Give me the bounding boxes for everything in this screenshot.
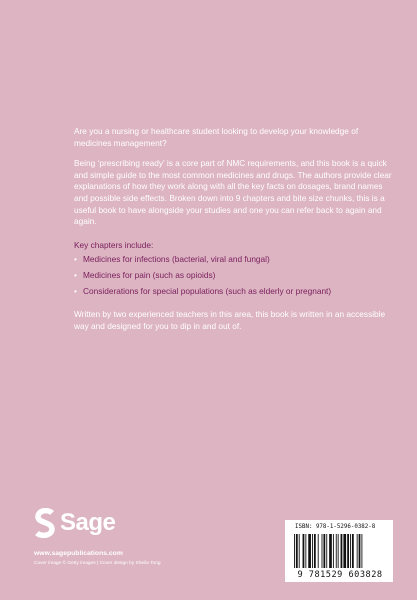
barcode-bar bbox=[361, 534, 362, 568]
barcode-bar bbox=[333, 534, 334, 568]
chapter-label: Medicines for pain (such as opioids) bbox=[83, 269, 216, 280]
chapter-list bbox=[74, 254, 396, 297]
barcode-bar bbox=[294, 534, 295, 568]
barcode-bar bbox=[359, 534, 361, 568]
blurb-body: Being ‘prescribing ready’ is a core part of NMC requirements, and this book is a quick and simple guide to the most common medicines and drugs. The authors provide clear explanations of how they work along with all the key facts on dosages, brand names and possible side effects. Broken down into 9 chapters and bite size chunks, this is a useful book to have alongside your studies and one you can refer back to again and again. bbox=[74, 158, 392, 227]
sage-s-logo-icon bbox=[34, 508, 56, 538]
bullet-icon: • bbox=[74, 269, 77, 280]
barcode-bar bbox=[336, 534, 337, 568]
barcode-bar bbox=[296, 534, 298, 568]
barcode bbox=[293, 534, 385, 570]
barcode-bar bbox=[341, 534, 343, 568]
publisher-website[interactable]: www.sagepublications.com bbox=[34, 550, 123, 557]
barcode-bar bbox=[329, 534, 332, 568]
barcode-box bbox=[285, 520, 393, 582]
barcode-bar bbox=[357, 534, 358, 568]
barcode-bar bbox=[299, 534, 300, 568]
blurb bbox=[74, 126, 396, 341]
chapters-heading: Key chapters include: bbox=[74, 239, 154, 250]
barcode-bar bbox=[303, 534, 305, 568]
barcode-bar bbox=[312, 534, 313, 568]
barcode-bar bbox=[308, 534, 311, 568]
barcode-number: 9 781529 603828 bbox=[297, 570, 383, 580]
chapter-label: Considerations for special populations (such as elderly or pregnant) bbox=[83, 285, 332, 296]
list-item bbox=[74, 254, 396, 266]
barcode-bar bbox=[318, 534, 319, 568]
barcode-bar bbox=[343, 534, 346, 568]
barcode-bar bbox=[338, 534, 339, 568]
barcode-bar bbox=[347, 534, 349, 568]
barcode-bar bbox=[323, 534, 325, 568]
blurb-closing: Written by two experienced teachers in this area, this book is written in an accessible way and designed for you to dip in and out of. bbox=[74, 309, 386, 331]
blurb-intro: Are you a nursing or healthcare student looking to develop your knowledge of medicines management? bbox=[74, 126, 359, 148]
cover-credits: Cover image © Getty images | Cover design by Sheila Tong bbox=[34, 561, 161, 566]
barcode-bar bbox=[350, 534, 351, 568]
barcode-bar bbox=[352, 534, 354, 568]
barcode-bar bbox=[326, 534, 327, 568]
list-item bbox=[74, 286, 396, 298]
bullet-icon: • bbox=[74, 285, 77, 296]
list-item bbox=[74, 270, 396, 282]
publisher-footer bbox=[34, 508, 161, 566]
bullet-icon: • bbox=[74, 254, 77, 265]
isbn-label: ISBN: 978-1-5296-0382-8 bbox=[295, 524, 376, 530]
barcode-bar bbox=[305, 534, 306, 568]
barcode-bar bbox=[322, 534, 323, 568]
publisher-name: Sage bbox=[60, 509, 116, 536]
barcode-bar bbox=[314, 534, 316, 568]
publisher-logo bbox=[34, 508, 161, 538]
chapter-label: Medicines for infections (bacterial, viral and fungal) bbox=[83, 254, 270, 265]
